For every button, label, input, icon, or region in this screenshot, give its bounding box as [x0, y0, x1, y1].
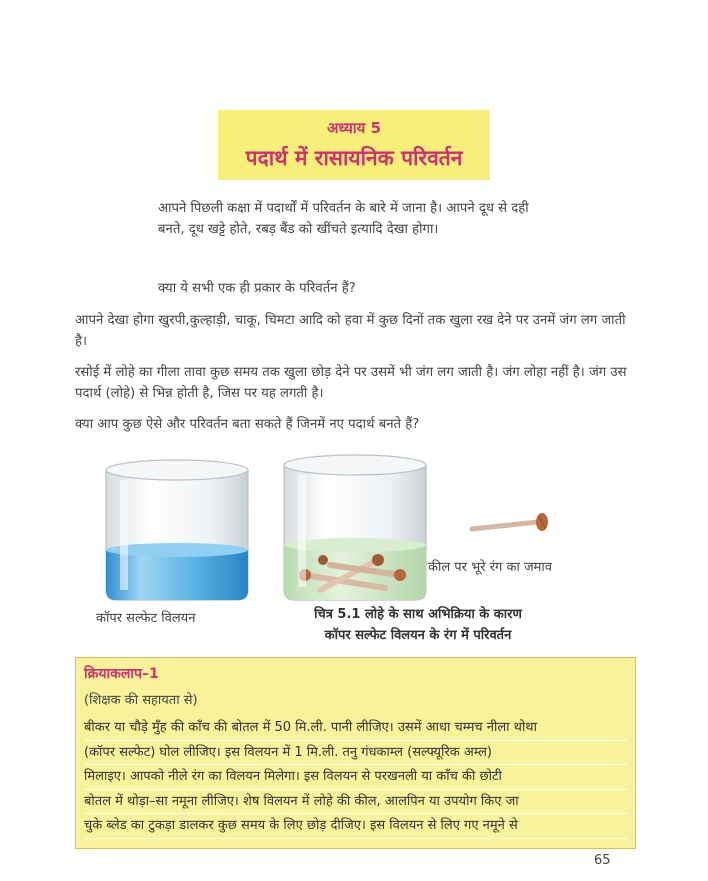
nail-caption: कील पर भूरे रंग का जमाव — [428, 560, 552, 575]
rust-tools-paragraph: आपने देखा होगा खुरपी,कुल्हाड़ी, चाकू, चिमटा आदि को हवा में कुछ दिनों तक खुला रख देने पर उनमें जंग लग जाती है। — [75, 313, 626, 349]
activity-title: क्रियाकलाप–1 — [84, 666, 159, 682]
chapter-title: पदार्थ में रासायनिक परिवर्तन — [245, 146, 463, 170]
activity-line: (कॉपर सल्फेट) घोल लीजिए। इस विलयन में 1 मि.ली. तनु गंधकाम्ल (सल्फ्यूरिक अम्ल) — [84, 741, 628, 766]
activity-subtitle: (शिक्षक की सहायता से) — [84, 693, 198, 708]
intro-paragraph: आपने पिछली कक्षा में पदार्थों में परिवर्तन के बारे में जाना है। आपने दूध से दही बनते, दूध खट्टे होते, रबड़ बैंड को खींचते इत्यादि देखा होगा। — [158, 201, 529, 237]
activity-line: बीकर या चौड़े मुँह की काँच की बोतल में 50 मि.ली. पानी लीजिए। उसमें आधा चम्मच नीला थोथा — [84, 716, 628, 741]
figure-caption-line2: कॉपर सल्फेट विलयन के रंग में परिवर्तन — [324, 628, 512, 643]
activity-text — [84, 716, 628, 839]
activity-line: चुके ब्लेड का टुकड़ा डालकर कुछ समय के लिए छोड़ दीजिए। इस विलयन से लिए गए नमूने से — [84, 814, 628, 839]
beaker-with-nails — [284, 455, 426, 600]
new-substance-question: क्या आप कुछ ऐसे और परिवर्तन बता सकते हैं जिनमें नए पदार्थ बनते हैं? — [75, 417, 420, 432]
rusty-nail — [472, 513, 548, 531]
question-paragraph: क्या ये सभी एक ही प्रकार के परिवर्तन हैं? — [158, 281, 356, 296]
rust-tawa-paragraph: रसोई में लोहे का गीला तावा कुछ समय तक खुला छोड़ देने पर उसमें भी जंग लग जाती है। जंग लोहा नहीं है। जंग उस पदार्थ (लोहे) से भिन्न होती है, जिस पर यह लगती है। — [75, 365, 627, 401]
activity-line: मिलाइए। आपको नीले रंग का विलयन मिलेगा। इस विलयन से परखनली या काँच की छोटी — [84, 765, 628, 790]
page-number: 65 — [594, 853, 611, 868]
chapter-number: अध्याय 5 — [326, 119, 382, 137]
beaker-caption: कॉपर सल्फेट विलयन — [96, 611, 196, 626]
figure-caption — [278, 604, 558, 646]
activity-line: बोतल में थोड़ा–सा नमूना लीजिए। शेष विलयन में लोहे की कील, आलपिन या उपयोग किए जा — [84, 790, 628, 815]
figure-caption-line1: चित्र 5.1 लोहे के साथ अभिक्रिया के कारण — [314, 607, 522, 622]
beaker-copper-sulphate — [106, 460, 248, 600]
activity-box — [75, 657, 636, 849]
